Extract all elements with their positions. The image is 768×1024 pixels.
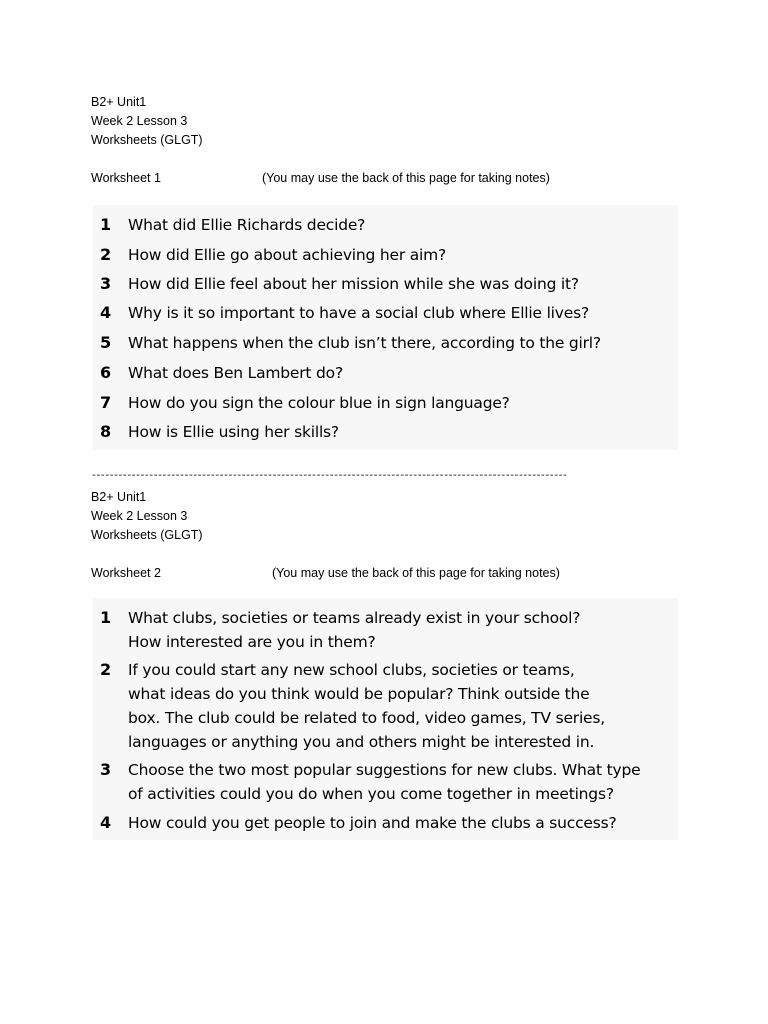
question-number: 4	[100, 813, 112, 832]
question-text: How did Ellie go about achieving her aim?	[128, 246, 447, 264]
worksheet2-questions	[93, 598, 678, 840]
question-line: languages or anything you and others might be interested in.	[128, 733, 595, 751]
worksheet1-series: Worksheets (GLGT)	[91, 133, 203, 147]
question-text: What happens when the club isn’t there, according to the girl?	[128, 334, 601, 352]
question-number: 6	[100, 363, 112, 382]
worksheet2-note: (You may use the back of this page for taking notes)	[272, 566, 560, 580]
worksheet1-note: (You may use the back of this page for taking notes)	[262, 171, 550, 185]
question-number: 1	[100, 215, 112, 234]
question-number: 5	[100, 333, 112, 352]
worksheet1-lesson: Week 2 Lesson 3	[91, 114, 188, 128]
question-line: box. The club could be related to food, video games, TV series,	[128, 709, 605, 727]
worksheet2-header	[91, 488, 203, 545]
question-number: 8	[100, 422, 112, 441]
question-text	[128, 811, 676, 835]
worksheet2-level: B2+ Unit1	[91, 490, 147, 504]
question-text	[128, 658, 676, 754]
question-text: Why is it so important to have a social club where Ellie lives?	[128, 304, 589, 322]
worksheet1-questions	[93, 205, 678, 450]
question-line: of activities could you do when you come together in meetings?	[128, 785, 614, 803]
question-number: 3	[100, 274, 112, 293]
question-number: 7	[100, 393, 112, 412]
worksheet2-lesson: Week 2 Lesson 3	[91, 509, 188, 523]
worksheet1-header	[91, 93, 203, 150]
question-text: How do you sign the colour blue in sign language?	[128, 394, 510, 412]
question-text	[128, 606, 676, 654]
question-line: If you could start any new school clubs, societies or teams,	[128, 661, 575, 679]
question-text: How is Ellie using her skills?	[128, 423, 339, 441]
question-text: What did Ellie Richards decide?	[128, 216, 366, 234]
question-line: Choose the two most popular suggestions for new clubs. What type	[128, 761, 641, 779]
question-line: what ideas do you think would be popular? Think outside the	[128, 685, 590, 703]
worksheet1-title: Worksheet 1	[91, 171, 161, 185]
worksheet1-level: B2+ Unit1	[91, 95, 147, 109]
question-text	[128, 758, 676, 806]
question-number: 1	[100, 608, 112, 627]
question-number: 4	[100, 303, 112, 322]
question-line: What clubs, societies or teams already exist in your school?	[128, 609, 581, 627]
question-line: How could you get people to join and make the clubs a success?	[128, 814, 617, 832]
worksheet2-title: Worksheet 2	[91, 566, 161, 580]
question-number: 2	[100, 660, 112, 679]
section-divider: ------------------------------------------------------------------------------------------------------------	[91, 471, 567, 482]
worksheet2-series: Worksheets (GLGT)	[91, 528, 203, 542]
question-number: 3	[100, 760, 112, 779]
question-text: How did Ellie feel about her mission while she was doing it?	[128, 275, 579, 293]
question-number: 2	[100, 245, 112, 264]
question-line: How interested are you in them?	[128, 633, 376, 651]
question-text: What does Ben Lambert do?	[128, 364, 343, 382]
